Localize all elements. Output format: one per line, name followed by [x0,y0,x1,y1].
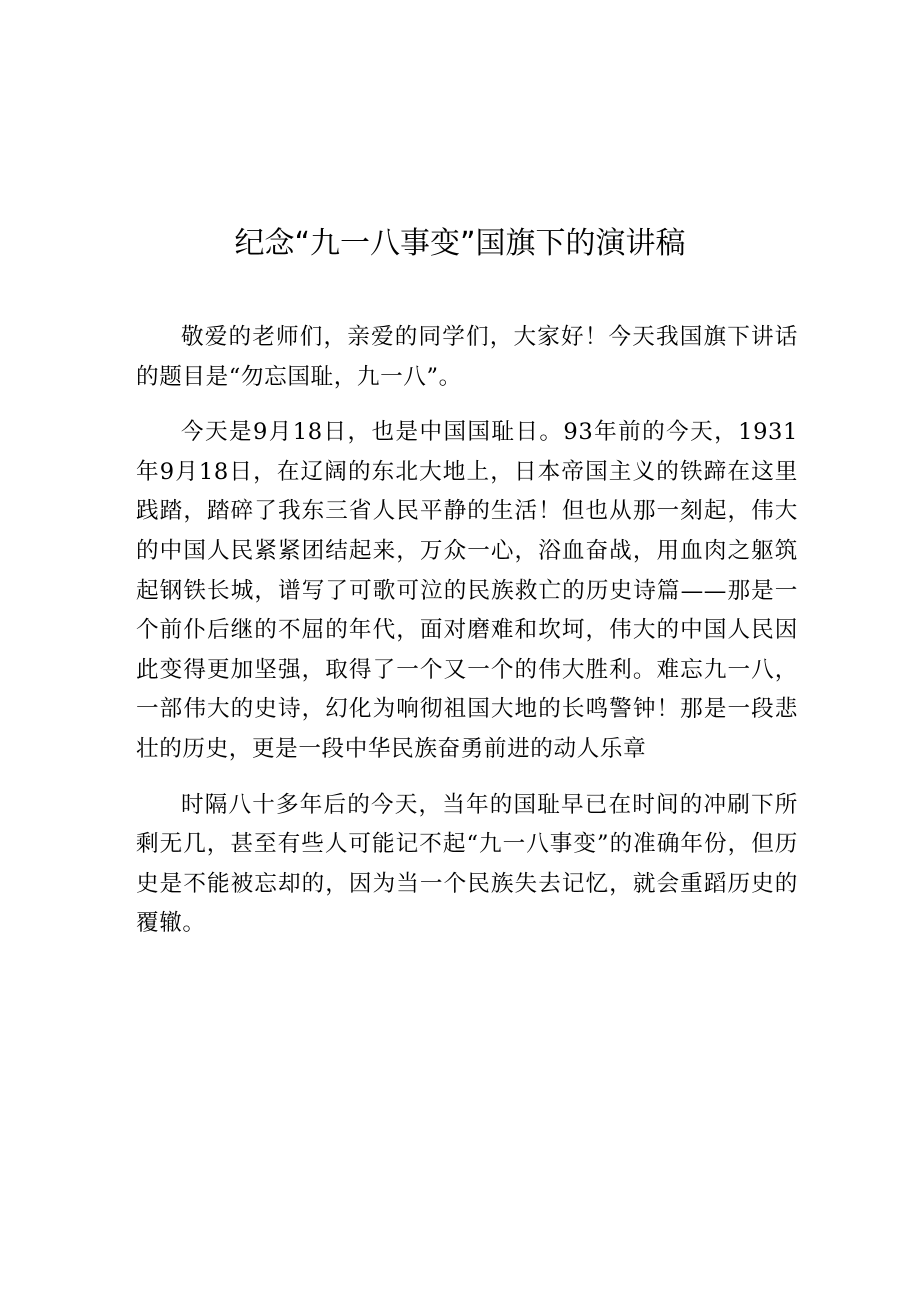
paragraph-greeting: 敬爱的老师们，亲爱的同学们，大家好！今天我国旗下讲话的题目是“勿忘国耻，九一八”。 [136,324,798,390]
document-title: 纪念“九一八事变”国旗下的演讲稿 [234,226,686,261]
paragraph-memory: 时隔八十多年后的今天，当年的国耻早已在时间的冲刷下所剩无几，甚至有些人可能记不起“九一八事变”的准确年份，但历史是不能被忘却的，因为当一个民族失去记忆，就会重蹈历史的覆辙。 [136,791,798,937]
paragraph-history: 今天是9月18日，也是中国国耻日。93年前的今天，1931年9月18日，在辽阔的东北大地上，日本帝国主义的铁蹄在这里践踏，踏碎了我东三省人民平静的生活！但也从那一刻起，伟大的中国人民紧紧团结起来，万众一心，浴血奋战，用血肉之躯筑起钢铁长城，谱写了可歌可泣的民族救亡的历史诗篇——那是一个前仆后继的不屈的年代，面对磨难和坎坷，伟大的中国人民因此变得更加坚强，取得了一个又一个的伟大胜利。难忘九一八，一部伟大的史诗，幻化为响彻祖国大地的长鸣警钟！那是一段悲壮的历史，更是一段中华民族奋勇前进的动人乐章 [136,419,798,762]
document-body [136,318,798,960]
